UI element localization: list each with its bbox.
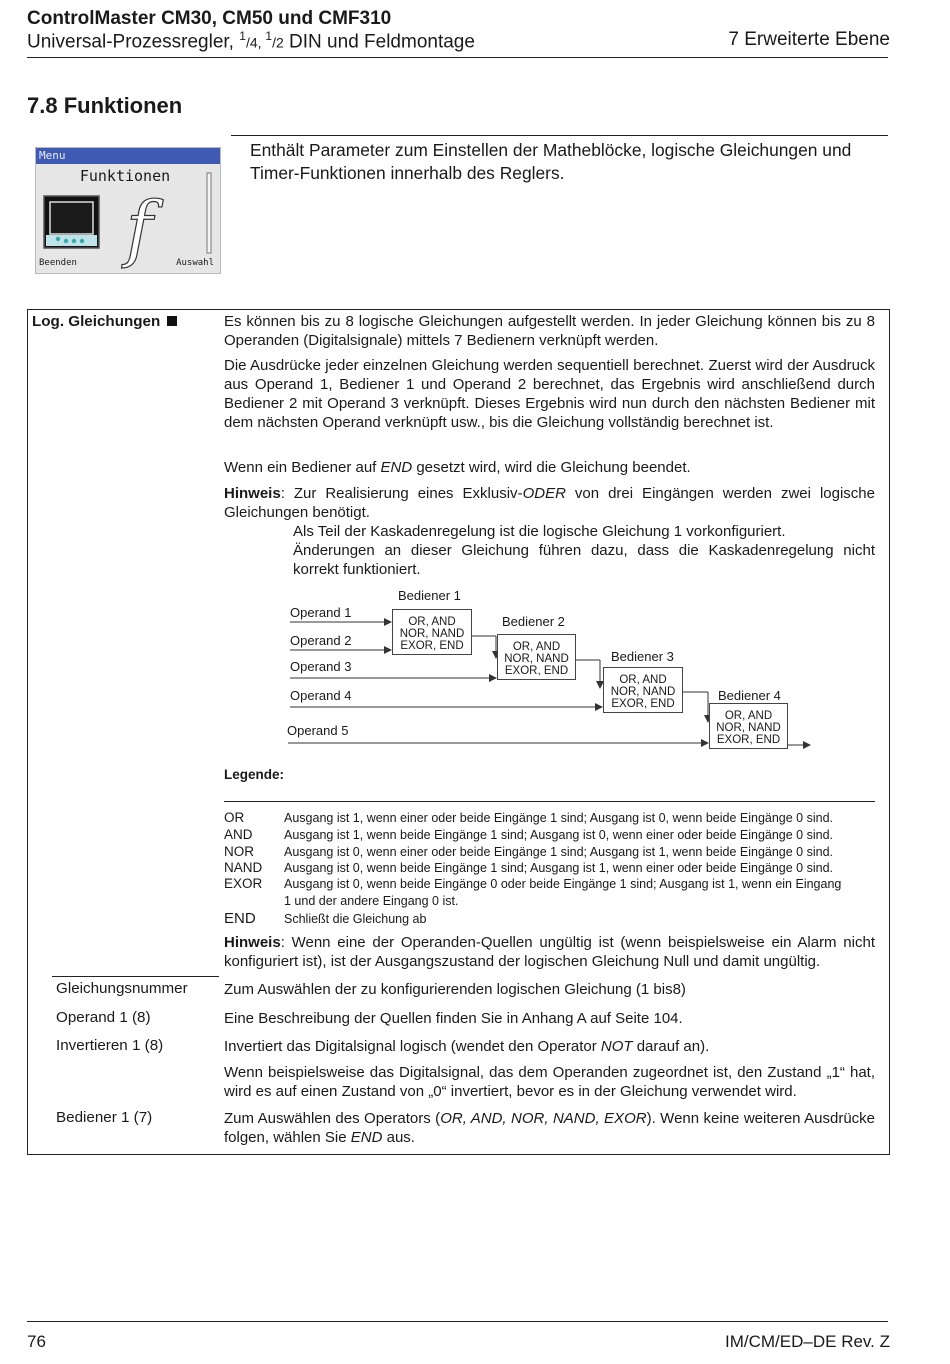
gleichungsnummer-text: Zum Auswählen der zu konfigurierenden logischen Gleichung (1 bis8)	[224, 981, 686, 998]
hinweis-1-line-3: Änderungen an dieser Gleichung führen dazu, dass die Kaskadenregelung nicht korrekt funktioniert.	[293, 542, 875, 578]
legend-key-end: END	[224, 910, 256, 927]
legend-text-or: Ausgang ist 1, wenn einer oder beide Eingänge 1 sind; Ausgang ist 0, wenn beide Eingänge 0 sind.	[284, 811, 834, 825]
bediener-4-label: Bediener 4	[718, 688, 781, 703]
bediener-1-label: Bediener 1	[398, 588, 461, 603]
legend-key-nor: NOR	[224, 844, 254, 859]
paragraph-3: Wenn ein Bediener auf END gesetzt wird, wird die Gleichung beendet.	[224, 459, 691, 476]
legend-title: Legende:	[224, 767, 285, 782]
document-subtitle: Universal-Prozessregler, $^1$/4, $^1$/2 DIN und Feldmontage	[27, 29, 475, 53]
logic-diagram	[280, 585, 820, 760]
operand-5-label: Operand 5	[287, 723, 349, 738]
operand-4-label: Operand 4	[290, 688, 352, 703]
document-title: ControlMaster CM30, CM50 und CMF310	[27, 8, 392, 29]
lcd-softkey-left: Beenden	[39, 258, 77, 268]
bediener-3-box: OR, AND NOR, NAND EXOR, END	[603, 667, 683, 713]
square-marker-icon	[167, 316, 177, 326]
legend-rule	[224, 801, 875, 802]
lcd-scrollbar	[207, 173, 211, 253]
page-number: 76	[27, 1332, 46, 1351]
legend-key-nand: NAND	[224, 860, 263, 875]
chapter-title: 7 Erweiterte Ebene	[728, 29, 890, 50]
operand-1-label: Operand 1	[290, 605, 352, 620]
hinweis-1: Hinweis: Zur Realisierung eines Exklusiv-ODER von drei Eingängen werden zwei logische Gleichungen benötigt.	[224, 485, 875, 521]
lcd-title: Funktionen	[79, 167, 171, 185]
sub-row-rule	[52, 976, 219, 977]
section-title: 7.8 Funktionen	[27, 93, 183, 118]
legend-key-and: AND	[224, 827, 253, 842]
legend-text-nor: Ausgang ist 0, wenn einer oder beide Eingänge 1 sind; Ausgang ist 1, wenn beide Eingänge 0 sind.	[284, 845, 834, 859]
bediener-text: Zum Auswählen des Operators (OR, AND, NOR, NAND, EXOR). Wenn keine weiteren Ausdrücke folgen, wählen Sie END aus.	[224, 1110, 875, 1146]
legend-text-nand: Ausgang ist 0, wenn beide Eingänge 1 sind; Ausgang ist 1, wenn einer oder beide Eingänge 0 sind.	[284, 861, 834, 875]
operand-3-label: Operand 3	[290, 659, 352, 674]
log-gleichungen-label: Log. Gleichungen	[32, 313, 177, 330]
paragraph-1: Es können bis zu 8 logische Gleichungen aufgestellt werden. In jeder Gleichung können bis zu 8 Operanden (Digitalsignale) mittels 7 Bedienern verknüpft werden.	[224, 313, 875, 349]
bediener-label: Bediener 1 (7)	[56, 1109, 153, 1126]
footer-rule	[27, 1321, 888, 1322]
invertieren-label: Invertieren 1 (8)	[56, 1037, 164, 1054]
lcd-softkey-right: Auswahl	[176, 258, 214, 268]
lcd-menu-bar: Menu	[36, 148, 220, 164]
hinweis-2: Hinweis: Wenn eine der Operanden-Quellen ungültig ist (wenn beispielsweise ein Alarm nicht konfiguriert ist), ist der Ausgangszustand der logischen Gleichung Null und damit ungültig.	[224, 934, 875, 970]
gleichungsnummer-label: Gleichungsnummer	[56, 980, 188, 997]
bediener-1-box: OR, AND NOR, NAND EXOR, END	[392, 609, 472, 655]
legend-key-exor: EXOR	[224, 876, 263, 891]
monitor-icon	[44, 196, 99, 248]
hinweis-1-line-2: Als Teil der Kaskadenregelung ist die logische Gleichung 1 vorkonfiguriert.	[293, 523, 786, 540]
operand-label: Operand 1 (8)	[56, 1009, 151, 1026]
invertieren-text-2: Wenn beispielsweise das Digitalsignal, das dem Operanden zugeordnet ist, den Zustand „1“ hat, wird es auf einen Zustand von „0“ invertiert, bevor es in der Gleichung verwendet wird.	[224, 1064, 875, 1100]
section-intro: Enthält Parameter zum Einstellen der Matheblöcke, logische Gleichungen und Timer-Funktionen innerhalb des Reglers.	[250, 140, 852, 183]
paragraph-2: Die Ausdrücke jeder einzelnen Gleichung werden sequentiell berechnet. Zuerst wird der Ausdruck aus Operand 1, Bediener 1 und Operand 2 berechnet, das Ergebnis wird anschließend durch Bediener 2 mit Operand 3 verknüpft. Dieses Ergebnis wird nun durch den nächsten Bediener mit dem nächsten Operand verknüpft usw., bis die Gleichung vollständig berechnet ist.	[224, 357, 875, 431]
bediener-4-box: OR, AND NOR, NAND EXOR, END	[709, 703, 788, 749]
legend-text-exor: Ausgang ist 0, wenn beide Eingänge 0 oder beide Eingänge 1 sind; Ausgang ist 1, wenn ein Eingang 1 und der andere Eingang 0 ist.	[284, 877, 842, 908]
bediener-2-box: OR, AND NOR, NAND EXOR, END	[497, 634, 576, 680]
operand-text: Eine Beschreibung der Quellen finden Sie in Anhang A auf Seite 104.	[224, 1010, 683, 1027]
bediener-2-label: Bediener 2	[502, 614, 565, 629]
document-id: IM/CM/ED–DE Rev. Z	[725, 1332, 890, 1351]
lcd-icons	[36, 148, 220, 273]
header-rule	[27, 57, 888, 58]
intro-rule	[231, 135, 888, 136]
operand-2-label: Operand 2	[290, 633, 352, 648]
legend-text-and: Ausgang ist 1, wenn beide Eingänge 1 sind; Ausgang ist 0, wenn einer oder beide Eingänge 0 sind.	[284, 828, 834, 842]
invertieren-text: Invertiert das Digitalsignal logisch (wendet den Operator NOT darauf an).	[224, 1038, 710, 1055]
bediener-3-label: Bediener 3	[611, 649, 674, 664]
function-f-icon: f	[126, 186, 153, 270]
lcd-screenshot	[35, 147, 221, 274]
legend-text-end: Schließt die Gleichung ab	[284, 912, 427, 926]
legend-key-or: OR	[224, 810, 245, 825]
